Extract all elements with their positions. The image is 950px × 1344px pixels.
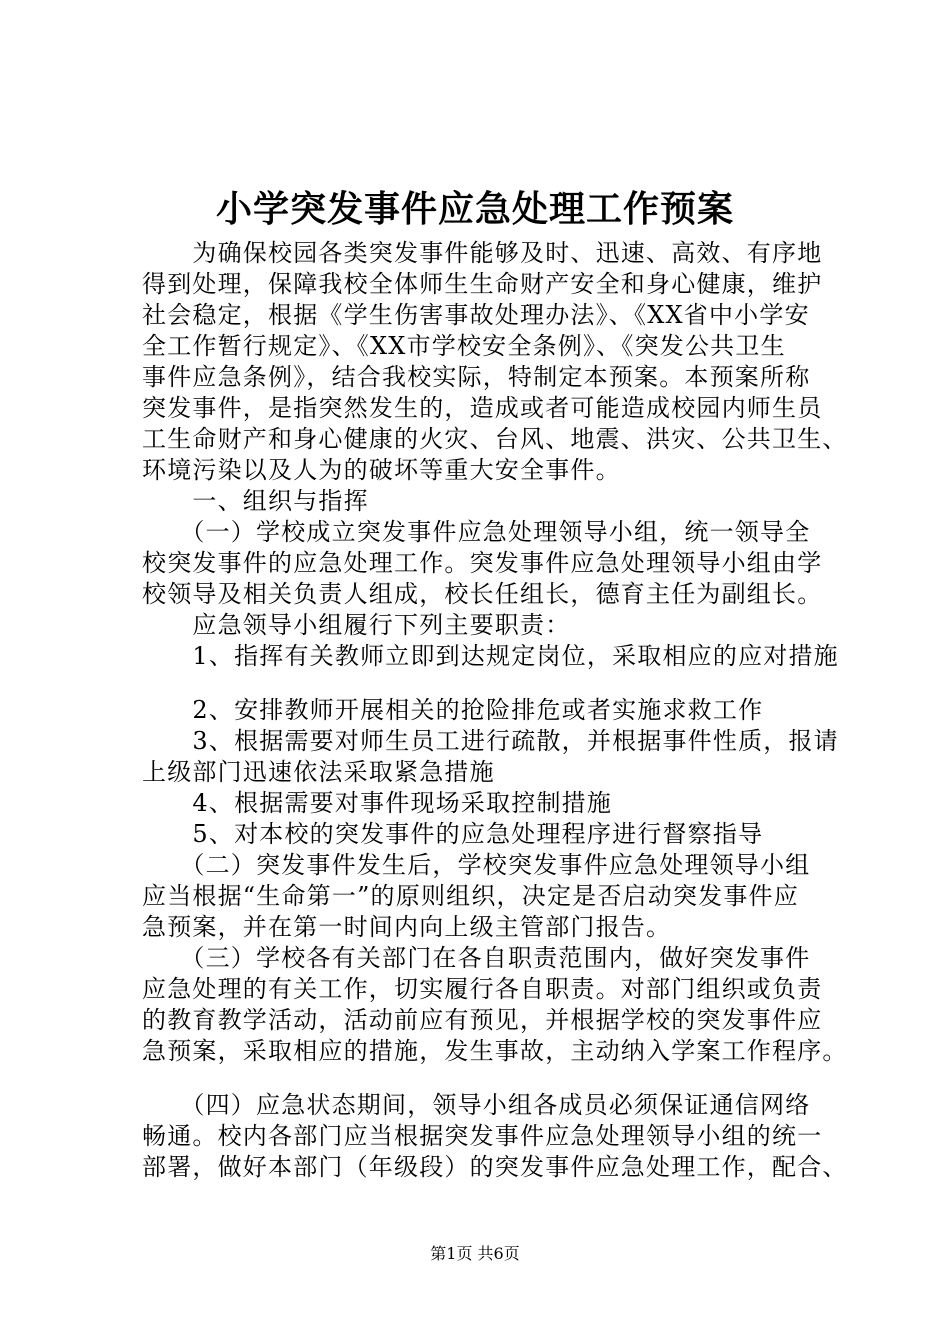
body-line: （三）学校各有关部门在各自职责范围内，做好突发事件 bbox=[142, 944, 811, 972]
list-item: 5、对本校的突发事件的应急处理程序进行督察指导 bbox=[142, 820, 764, 848]
section-heading: 一、组织与指挥 bbox=[142, 487, 369, 515]
body-line: 环境污染以及人为的破坏等重大安全事件。 bbox=[142, 456, 621, 484]
body-line: 为确保校园各类突发事件能够及时、迅速、高效、有序地 bbox=[142, 239, 823, 267]
body-line: （一）学校成立突发事件应急处理领导小组，统一领导全 bbox=[142, 518, 811, 546]
body-line: 社会稳定，根据《学生伤害事故处理办法》、《XX省中小学安 bbox=[142, 301, 810, 329]
body-line: 畅通。校内各部门应当根据突发事件应急处理领导小组的统一 bbox=[142, 1122, 823, 1150]
body-line: 工生命财产和身心健康的火灾、台风、地震、洪灾、公共卫生、 bbox=[142, 425, 848, 453]
body-line: 校领导及相关负责人组成，校长任组长，德育主任为副组长。 bbox=[142, 580, 823, 608]
list-item: 4、根据需要对事件现场采取控制措施 bbox=[142, 789, 613, 817]
list-item: 1、指挥有关教师立即到达规定岗位，采取相应的应对措施 bbox=[142, 642, 839, 670]
body-line: 应当根据“生命第一”的原则组织，决定是否启动突发事件应 bbox=[142, 882, 799, 910]
list-item: 3、根据需要对师生员工进行疏散，并根据事件性质，报请 bbox=[142, 727, 839, 755]
body-line: 校突发事件的应急处理工作。突发事件应急处理领导小组由学 bbox=[142, 549, 823, 577]
list-item: 2、安排教师开展相关的抢险排危或者实施求救工作 bbox=[142, 696, 764, 724]
body-line: 突发事件，是指突然发生的，造成或者可能造成校园内师生员 bbox=[142, 394, 823, 422]
body-line: 急预案，并在第一时间内向上级主管部门报告。 bbox=[142, 913, 672, 941]
body-line: （二）突发事件发生后，学校突发事件应急处理领导小组 bbox=[142, 851, 811, 879]
body-line: 的教育教学活动，活动前应有预见，并根据学校的突发事件应 bbox=[142, 1006, 823, 1034]
body-line: 全工作暂行规定》、《XX市学校安全条例》、《突发公共卫生 bbox=[142, 332, 786, 360]
body-line: 上级部门迅速依法采取紧急措施 bbox=[142, 758, 495, 786]
body-line: （四）应急状态期间，领导小组各成员必须保证通信网络 bbox=[142, 1091, 811, 1119]
body-line: 部署，做好本部门（年级段）的突发事件应急处理工作，配合、 bbox=[142, 1153, 848, 1181]
body-line: 事件应急条例》，结合我校实际，特制定本预案。本预案所称 bbox=[142, 363, 811, 391]
body-line: 应急领导小组履行下列主要职责： bbox=[142, 611, 571, 639]
body-line: 应急处理的有关工作，切实履行各自职责。对部门组织或负责 bbox=[142, 975, 823, 1003]
document-title: 小学突发事件应急处理工作预案 bbox=[215, 188, 734, 230]
body-line: 急预案，采取相应的措施，发生事故，主动纳入学案工作程序。 bbox=[142, 1037, 848, 1065]
body-line: 得到处理，保障我校全体师生生命财产安全和身心健康，维护 bbox=[142, 270, 823, 298]
page-number: 第1页 共6页 bbox=[430, 1244, 520, 1263]
